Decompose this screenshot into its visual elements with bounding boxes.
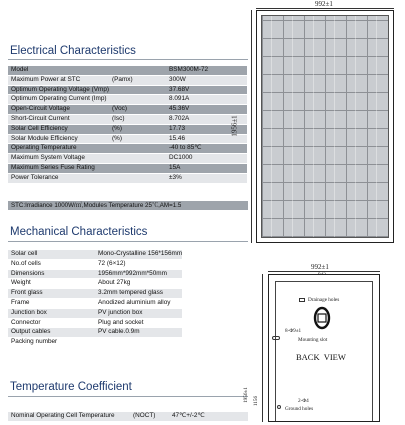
electrical-row [8,66,247,75]
electrical-label: Maximum System Voltage [8,154,109,164]
electrical-row [8,144,247,154]
electrical-label: Short-Circuit Current [8,114,109,124]
electrical-label: Maximum Series Fuse Rating [8,163,109,173]
temperature-label: Nominal Operating Cell Temperature [8,412,130,421]
electrical-row [8,114,247,124]
temperature-divider [8,396,248,397]
electrical-value: 15.46 [161,134,247,144]
mechanical-label: No.of cells [8,259,90,269]
electrical-label: Solar Cell Efficiency [8,124,109,134]
electrical-symbol: (Isc) [109,114,161,124]
junction-box-icon [312,306,332,330]
back-height-dimension-line [262,274,263,422]
electrical-symbol [109,173,161,183]
mechanical-label: Connector [8,318,90,328]
mechanical-value: 1956mm*992mm*50mm [90,269,182,279]
electrical-symbol: (%) [109,124,161,134]
mechanical-row [8,279,182,289]
temperature-table [8,412,248,422]
back-height-label: 1956±1 [242,387,249,403]
electrical-symbol [109,154,161,164]
mechanical-value: 72 (6×12) [90,259,182,269]
temperature-value: 47℃+/-2℃ [164,412,248,421]
mechanical-value [90,338,182,348]
mounting-holes-label: 8-Φ9±1 [285,328,302,334]
electrical-symbol [109,66,161,75]
electrical-value: 8.091A [161,95,247,105]
electrical-row [8,124,247,134]
mechanical-value: About 27kg [90,279,182,289]
mechanical-label: Frame [8,298,90,308]
electrical-row [8,95,247,105]
electrical-row [8,75,247,85]
front-height-label: 1956±1 [230,115,239,137]
electrical-symbol: (Pamx) [109,75,161,85]
mechanical-value: 3.2mm tempered glass [90,289,182,299]
electrical-value: 17.73 [161,124,247,134]
electrical-value: 45.36V [161,105,247,115]
mechanical-label: Junction box [8,308,90,318]
electrical-value: 15A [161,163,247,173]
back-width-label: 992±1 [311,263,329,271]
electrical-symbol: (%) [109,134,161,144]
mounting-slot-label: Mounting slot [298,337,328,343]
electrical-label: Optimum Operating Voltage (Vmp) [8,85,109,95]
mechanical-row [8,289,182,299]
mechanical-row [8,259,182,269]
mechanical-row [8,250,182,259]
electrical-value: 300W [161,75,247,85]
mechanical-table [8,250,182,348]
temperature-title: Temperature Coefficient [10,381,132,393]
front-height-dimension-line [251,10,252,243]
electrical-value: BSM300M-72 [161,66,247,75]
temperature-row [8,412,248,421]
drainage-hole-marker [299,298,305,302]
back-inner-height-label: 1156 [253,395,260,407]
ground-holes-count-label: 2-Φ4 [298,398,309,404]
electrical-row [8,134,247,144]
mechanical-value: Anodized aluminium alloy [90,298,182,308]
mechanical-row [8,328,182,338]
electrical-footnote: STC:Irradiance 1000W/㎡,Modules Temperature 25℃,AM=1.5 [8,201,248,210]
mechanical-label: Output cables [8,328,90,338]
electrical-row [8,105,247,115]
electrical-symbol [109,163,161,173]
electrical-label: Power Tolerance [8,173,109,183]
electrical-label: Solar Module Efficiency [8,134,109,144]
mechanical-value: PV junction box [90,308,182,318]
mechanical-value: Plug and socket [90,318,182,328]
back-view-label: BACK VIEW [296,352,346,362]
electrical-label: Operating Temperature [8,144,109,154]
mechanical-row [8,298,182,308]
ground-holes-label: Ground holes [285,406,314,412]
solar-cell-grid [261,15,389,238]
electrical-divider [8,59,248,60]
ground-hole-marker [277,405,281,409]
electrical-row [8,173,247,183]
mechanical-label: Front glass [8,289,90,299]
mechanical-row [8,308,182,318]
electrical-value: ±3% [161,173,247,183]
electrical-value: 37.68V [161,85,247,95]
mechanical-value: PV cable.0.9m [90,328,182,338]
mechanical-title: Mechanical Characteristics [10,226,148,238]
electrical-value: 8.702A [161,114,247,124]
electrical-symbol [109,144,161,154]
electrical-table [8,66,247,184]
mechanical-value: Mono-Crystalline 156*156mm [90,250,182,259]
mechanical-label: Dimensions [8,269,90,279]
electrical-value: DC1000 [161,154,247,164]
temperature-symbol: (NOCT) [130,412,164,421]
electrical-label: Maximum Power at STC [8,75,109,85]
electrical-symbol: (Voc) [109,105,161,115]
electrical-label: Optimum Operating Current (Imp) [8,95,109,105]
electrical-label: Model [8,66,109,75]
electrical-row [8,85,247,95]
front-width-dimension-line [256,8,394,9]
mechanical-row [8,269,182,279]
mechanical-label: Solar cell [8,250,90,259]
electrical-symbol [109,85,161,95]
mechanical-row [8,338,182,348]
mounting-slot-marker [272,336,280,340]
mechanical-row [8,318,182,328]
electrical-label: Open-Circuit Voltage [8,105,109,115]
electrical-value: -40 to 85℃ [161,144,247,154]
front-width-label: 992±1 [315,0,333,8]
solar-panel-front-view [256,10,394,243]
drainage-holes-label: Drainage holes [308,297,340,303]
electrical-title: Electrical Characteristics [10,45,136,57]
mechanical-divider [8,241,248,242]
mechanical-label: Weight [8,279,90,289]
mechanical-label: Packing number [8,338,90,348]
electrical-row [8,163,247,173]
electrical-symbol [109,95,161,105]
electrical-row [8,154,247,164]
